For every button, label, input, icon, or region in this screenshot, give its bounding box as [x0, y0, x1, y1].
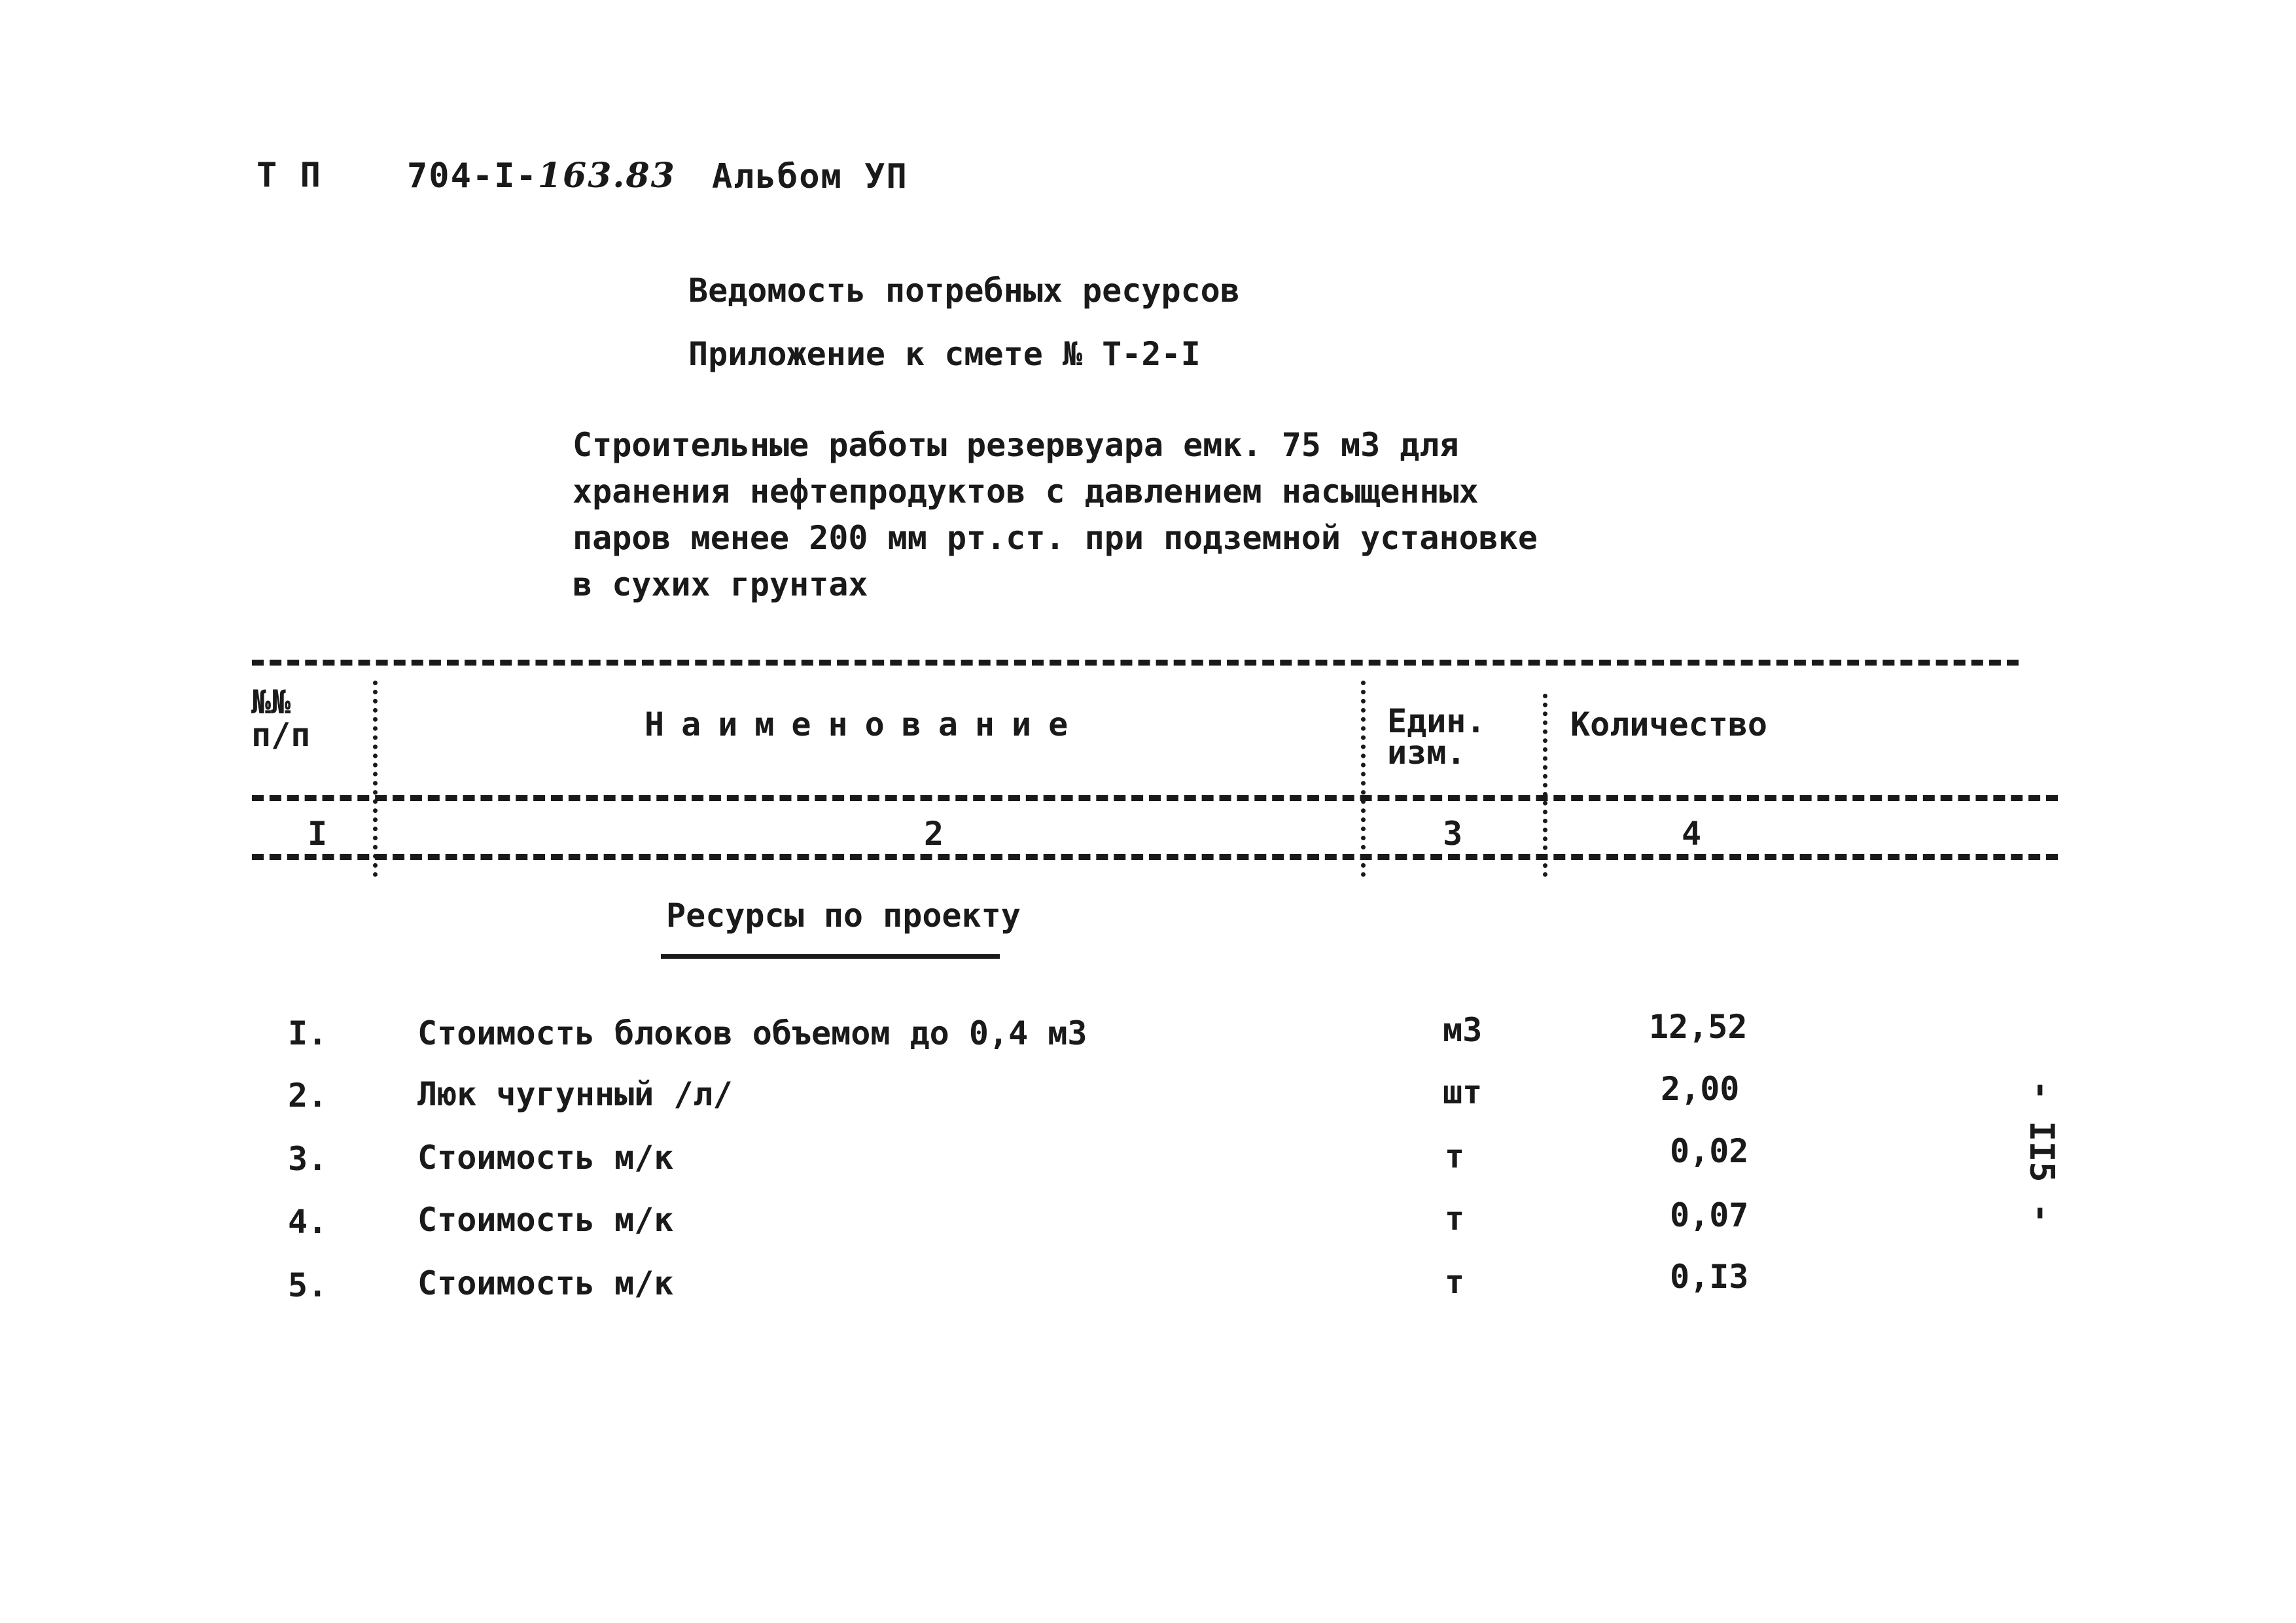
row-number: 2. [288, 1077, 328, 1115]
header-number-line1: №№ [251, 683, 291, 721]
column-number-3: 3 [1443, 815, 1463, 853]
row-name: Стоимость м/к [417, 1264, 674, 1302]
column-separator [1361, 681, 1366, 877]
document-subtitle: Приложение к смете № Т-2-I [688, 335, 1201, 373]
document-title: Ведомость потребных ресурсов [688, 272, 1240, 310]
table-header-rule [252, 795, 2058, 801]
header-unit-line1: Един. [1387, 702, 1486, 740]
document-number-handwritten: 163.83 [537, 156, 676, 196]
description-line: в сухих грунтах [573, 565, 868, 603]
row-quantity: 12,52 [1649, 1008, 1748, 1046]
document-number-typed: 704-I- [407, 156, 538, 196]
series-label: Т П [256, 156, 322, 195]
section-title: Ресурсы по проекту [666, 897, 1021, 935]
description-line: паров менее 200 мм рт.ст. при подземной установке [573, 519, 1538, 557]
section-title-underline [661, 954, 1000, 959]
row-number: 4. [288, 1203, 328, 1241]
row-number: I. [288, 1014, 328, 1052]
row-unit: т [1445, 1200, 1465, 1238]
header-unit-line2: изм. [1387, 734, 1466, 772]
column-number-1: I [308, 815, 328, 853]
row-quantity: 2,00 [1661, 1070, 1740, 1108]
row-unit: шт [1443, 1073, 1483, 1111]
header-quantity: Количество [1570, 705, 1768, 743]
row-number: 5. [288, 1266, 328, 1304]
description-line: Строительные работы резервуара емк. 75 м3 для [573, 426, 1459, 464]
row-number: 3. [288, 1140, 328, 1178]
header-number-line2: п/п [251, 716, 311, 754]
row-name: Стоимость м/к [417, 1201, 674, 1239]
row-unit: т [1445, 1263, 1465, 1301]
header-number [251, 683, 311, 754]
row-unit: т [1445, 1137, 1465, 1175]
row-quantity: 0,I3 [1670, 1258, 1749, 1296]
table-numbers-rule [252, 854, 2058, 860]
header-name: Наименование [645, 705, 1086, 743]
column-number-4: 4 [1682, 815, 1702, 853]
row-unit: м3 [1443, 1011, 1483, 1049]
table-top-rule [252, 660, 2019, 666]
row-name: Люк чугунный /л/ [417, 1075, 733, 1113]
page-number: - II5 - [2022, 1080, 2061, 1224]
album-label: Альбом УП [712, 157, 908, 196]
row-quantity: 0,07 [1670, 1196, 1749, 1234]
header-unit [1387, 702, 1486, 772]
row-name: Стоимость м/к [417, 1139, 674, 1177]
work-description [573, 422, 1538, 608]
row-name: Стоимость блоков объемом до 0,4 м3 [417, 1014, 1087, 1052]
document-number [407, 156, 676, 196]
description-line: хранения нефтепродуктов с давлением насыщенных [573, 473, 1479, 510]
column-separator [1543, 694, 1547, 877]
column-separator [373, 681, 378, 877]
column-number-2: 2 [924, 815, 944, 853]
row-quantity: 0,02 [1670, 1132, 1749, 1170]
